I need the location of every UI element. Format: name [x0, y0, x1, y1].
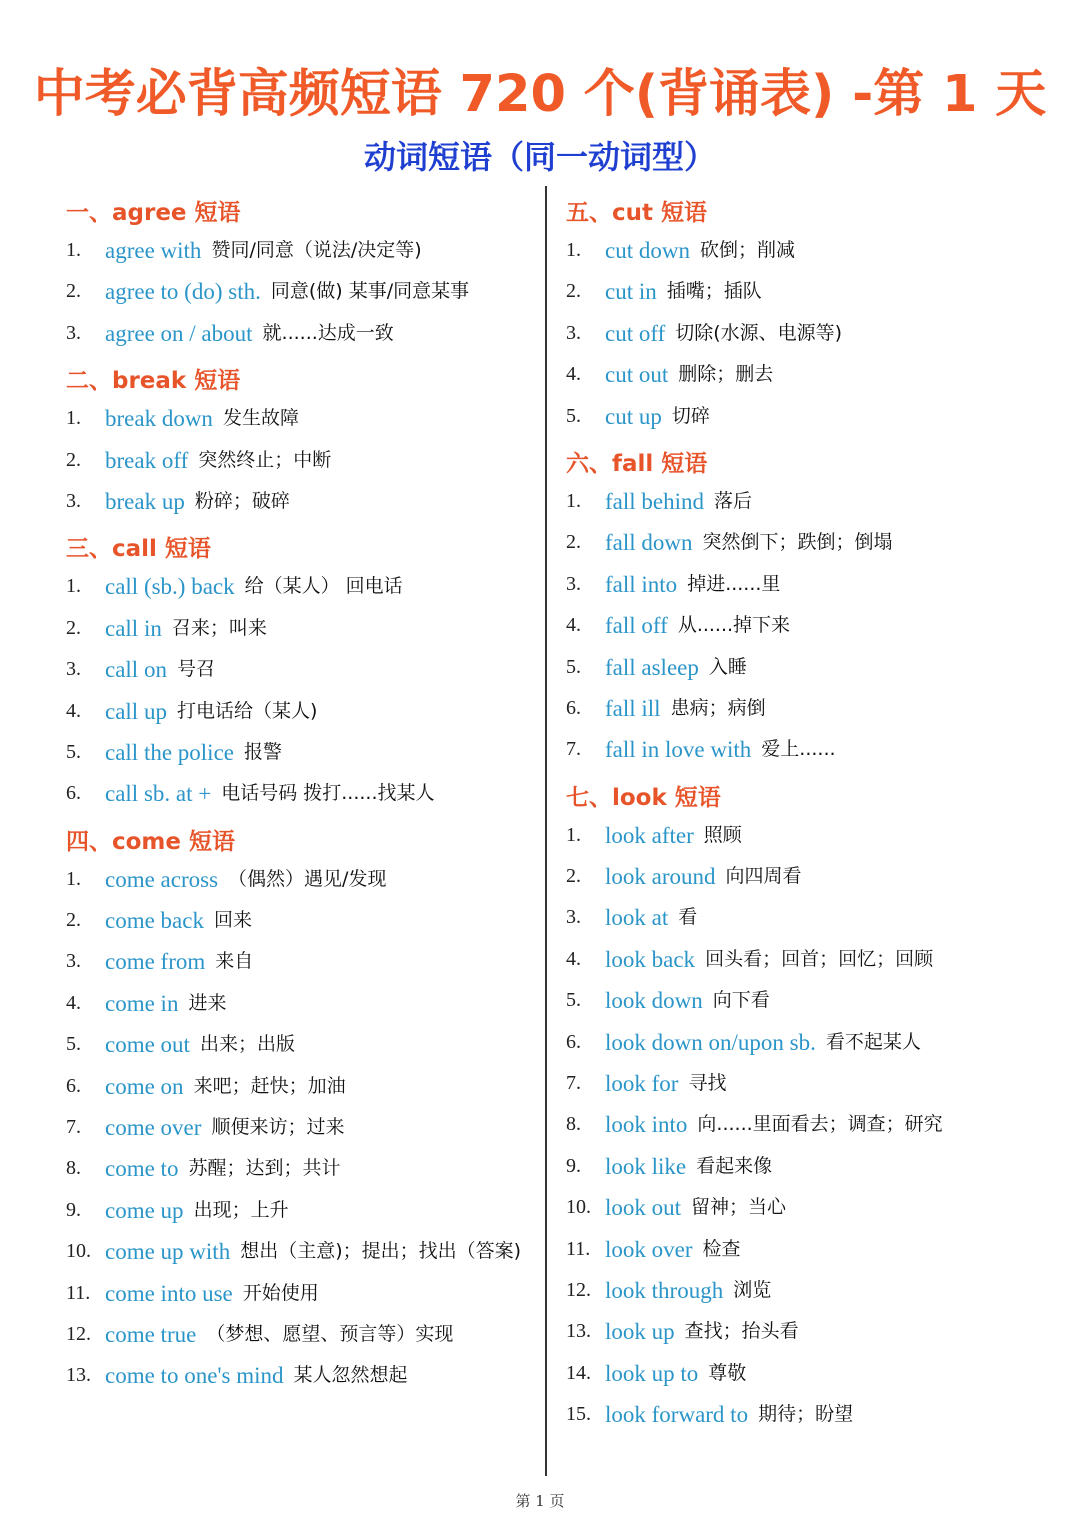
item-phrase: agree to (do) sth. [105, 279, 261, 305]
section-heading: 三、call 短语 [66, 536, 211, 563]
item-number: 7. [66, 1116, 81, 1139]
item-phrase: come into use [105, 1280, 233, 1306]
item-meaning: 检查 [702, 1237, 741, 1260]
item-meaning: 删除；删去 [678, 363, 774, 386]
item-phrase: look for [605, 1071, 679, 1097]
list-item [66, 1314, 536, 1355]
item-meaning: 粉碎；破碎 [194, 489, 290, 512]
item-phrase: look down on/upon sb. [605, 1029, 816, 1055]
list-item [566, 647, 1036, 688]
list-item [566, 1022, 1036, 1063]
page-title: 中考必背高频短语 720 个(背诵表) -第 1 天 [33, 65, 1047, 124]
item-meaning: 切碎 [671, 404, 710, 427]
list-item [566, 1104, 1036, 1145]
list-item [566, 1229, 1036, 1270]
item-meaning: 从......掉下来 [677, 614, 791, 637]
item-number: 14. [566, 1361, 591, 1384]
section-heading: 二、break 短语 [66, 368, 241, 395]
item-number: 1. [566, 489, 581, 512]
item-phrase: cut off [605, 320, 666, 346]
item-phrase: come true [105, 1321, 197, 1347]
item-phrase: fall down [605, 530, 693, 556]
list-item [566, 1187, 1036, 1228]
item-meaning: 掉进......里 [687, 572, 781, 595]
column-divider [545, 186, 547, 1476]
phrase-section [66, 532, 536, 814]
item-phrase: come up [105, 1197, 184, 1223]
list-item [566, 688, 1036, 729]
list-item [66, 1231, 536, 1272]
list-item [66, 230, 536, 271]
item-phrase: look at [605, 905, 669, 931]
item-meaning: 照顾 [703, 823, 742, 846]
section-heading: 五、cut 短语 [566, 200, 708, 226]
item-number: 13. [566, 1320, 591, 1343]
item-number: 2. [566, 865, 581, 888]
item-phrase: look through [605, 1277, 724, 1303]
item-number: 5. [566, 655, 581, 678]
item-number: 3. [566, 906, 581, 929]
item-phrase: call (sb.) back [105, 574, 235, 600]
item-meaning: 入睡 [708, 655, 747, 678]
item-phrase: come on [105, 1073, 184, 1099]
item-phrase: look up to [605, 1360, 699, 1386]
item-number: 3. [66, 489, 81, 512]
item-meaning: 就......达成一致 [262, 321, 394, 344]
item-meaning: 看不起某人 [825, 1030, 921, 1053]
item-meaning: 出来；出版 [199, 1033, 295, 1056]
phrase-section [566, 196, 1036, 437]
item-meaning: 苏醒；达到；共计 [188, 1157, 341, 1180]
list-item [66, 691, 536, 732]
item-number: 8. [66, 1157, 81, 1180]
item-phrase: call the police [105, 739, 234, 765]
item-number: 9. [66, 1198, 81, 1221]
list-item [66, 732, 536, 773]
item-number: 6. [66, 782, 81, 805]
item-meaning: 号召 [176, 658, 215, 681]
item-number: 2. [66, 448, 81, 471]
list-item [566, 1063, 1036, 1104]
item-number: 11. [566, 1237, 591, 1260]
item-number: 11. [66, 1281, 91, 1304]
page-number: 第 1 页 [515, 1492, 565, 1510]
section-heading: 六、fall 短语 [566, 450, 708, 477]
item-meaning: 爱上...... [761, 738, 836, 761]
list-item [566, 856, 1036, 897]
phrase-section [566, 447, 1036, 771]
item-phrase: break off [105, 447, 189, 473]
item-meaning: 向......里面看去；调查；研究 [697, 1113, 943, 1136]
item-number: 5. [66, 1033, 81, 1056]
item-number: 5. [566, 989, 581, 1012]
phrase-section [566, 781, 1036, 1436]
item-phrase: look down [605, 988, 703, 1014]
list-item [566, 354, 1036, 395]
list-item [66, 271, 536, 312]
item-meaning: 同意(做) 某事/同意某事 [270, 280, 470, 303]
phrase-section [66, 364, 536, 522]
item-number: 5. [66, 740, 81, 763]
list-item [566, 939, 1036, 980]
list-item [566, 522, 1036, 563]
list-item [566, 481, 1036, 522]
item-phrase: call up [105, 698, 167, 724]
list-item [66, 1190, 536, 1231]
list-item [566, 1394, 1036, 1435]
item-number: 6. [566, 1030, 581, 1053]
item-number: 4. [566, 363, 581, 386]
item-number: 1. [66, 407, 81, 430]
item-meaning: 某人忽然想起 [293, 1364, 408, 1387]
item-number: 3. [66, 950, 81, 973]
item-meaning: （偶然）遇见/发现 [228, 867, 387, 890]
item-number: 2. [66, 909, 81, 932]
item-phrase: cut down [605, 238, 690, 263]
list-item [66, 983, 536, 1024]
list-item [566, 271, 1036, 312]
item-phrase: look out [605, 1195, 682, 1221]
list-item [566, 313, 1036, 354]
list-item [566, 564, 1036, 605]
item-meaning: 看 [678, 906, 698, 929]
item-number: 10. [66, 1240, 91, 1263]
list-item [66, 1273, 536, 1314]
item-meaning: 电话号码 拨打......找某人 [221, 782, 435, 805]
section-heading: 七、look 短语 [566, 784, 721, 811]
item-number: 2. [566, 280, 581, 303]
item-phrase: cut in [605, 279, 657, 305]
item-meaning: 进来 [188, 991, 227, 1014]
item-phrase: come up with [105, 1239, 231, 1265]
item-phrase: agree on / about [105, 320, 253, 346]
item-phrase: fall off [605, 613, 668, 639]
item-phrase: agree with [105, 238, 202, 263]
list-item [566, 1146, 1036, 1187]
item-phrase: break down [105, 406, 213, 432]
list-item [66, 566, 536, 607]
item-meaning: 向四周看 [725, 865, 802, 888]
right-column [566, 196, 1036, 1446]
item-number: 1. [566, 823, 581, 846]
item-phrase: call on [105, 657, 167, 683]
item-phrase: come over [105, 1115, 202, 1141]
list-item [566, 897, 1036, 938]
item-phrase: look up [605, 1319, 675, 1345]
list-item [66, 1148, 536, 1189]
item-meaning: 向下看 [712, 989, 770, 1012]
item-phrase: come across [105, 866, 219, 892]
list-item [566, 815, 1036, 856]
item-number: 6. [66, 1074, 81, 1097]
section-heading: 一、agree 短语 [66, 200, 241, 226]
item-phrase: look like [605, 1153, 687, 1179]
item-phrase: fall asleep [605, 654, 699, 680]
list-item [66, 313, 536, 354]
list-item [566, 1353, 1036, 1394]
item-number: 7. [566, 738, 581, 761]
item-phrase: look forward to [605, 1402, 749, 1428]
item-phrase: come back [105, 908, 204, 934]
phrase-section [66, 196, 536, 354]
item-meaning: 落后 [714, 489, 753, 512]
item-meaning: 给（某人） 回电话 [244, 575, 403, 598]
list-item [566, 980, 1036, 1021]
item-meaning: 寻找 [688, 1072, 727, 1095]
item-meaning: 赞同/同意（说法/决定等) [211, 239, 422, 261]
phrase-section [66, 825, 536, 1397]
item-meaning: 突然终止；中断 [198, 448, 332, 471]
list-item [566, 729, 1036, 770]
item-phrase: cut up [605, 403, 662, 429]
item-number: 4. [66, 991, 81, 1014]
list-item [66, 1107, 536, 1148]
item-number: 1. [566, 239, 581, 261]
list-item [566, 1270, 1036, 1311]
list-item [66, 608, 536, 649]
item-number: 4. [566, 614, 581, 637]
list-item [66, 481, 536, 522]
item-phrase: come out [105, 1032, 190, 1058]
item-number: 1. [66, 239, 81, 261]
list-item [566, 605, 1036, 646]
item-phrase: fall behind [605, 488, 704, 514]
item-phrase: fall in love with [605, 737, 752, 763]
item-meaning: 来吧；赶快；加油 [193, 1074, 346, 1097]
item-meaning: 发生故障 [222, 407, 299, 430]
item-meaning: 召来；叫来 [171, 616, 267, 639]
item-meaning: 插嘴；插队 [666, 280, 762, 303]
item-number: 6. [566, 696, 581, 719]
item-number: 13. [66, 1364, 91, 1387]
item-meaning: 切除(水源、电源等) [675, 321, 843, 344]
list-item [66, 900, 536, 941]
item-meaning: 出现；上升 [193, 1198, 289, 1221]
item-phrase: fall ill [605, 695, 661, 721]
item-phrase: look back [605, 946, 696, 972]
item-meaning: 报警 [244, 740, 283, 763]
item-number: 12. [66, 1322, 91, 1345]
list-item [66, 1355, 536, 1396]
item-number: 2. [66, 616, 81, 639]
item-meaning: 突然倒下；跌倒；倒塌 [702, 531, 893, 554]
item-meaning: 尊敬 [708, 1361, 747, 1384]
item-meaning: 顺便来访；过来 [211, 1116, 345, 1139]
item-meaning: 打电话给（某人) [176, 699, 318, 722]
item-number: 10. [566, 1196, 591, 1219]
item-phrase: look over [605, 1236, 693, 1262]
item-number: 9. [566, 1154, 581, 1177]
list-item [566, 230, 1036, 271]
item-number: 7. [566, 1072, 581, 1095]
page-subtitle: 动词短语（同一动词型） [363, 138, 716, 176]
item-number: 15. [566, 1403, 591, 1426]
item-phrase: break up [105, 488, 185, 514]
item-phrase: come to [105, 1156, 179, 1182]
list-item [66, 941, 536, 982]
left-column [66, 196, 536, 1407]
item-phrase: call in [105, 615, 162, 641]
item-meaning: （梦想、愿望、预言等）实现 [206, 1322, 454, 1345]
list-item [66, 773, 536, 814]
item-meaning: 期待；盼望 [758, 1403, 854, 1426]
item-phrase: look into [605, 1112, 688, 1138]
item-meaning: 回来 [213, 909, 252, 932]
item-meaning: 开始使用 [242, 1281, 319, 1304]
item-meaning: 查找；抬头看 [684, 1320, 799, 1343]
list-item [66, 1024, 536, 1065]
item-meaning: 回头看；回首；回忆；回顾 [705, 947, 934, 970]
list-item [566, 396, 1036, 437]
item-number: 4. [566, 947, 581, 970]
item-phrase: fall into [605, 571, 678, 597]
item-number: 3. [66, 321, 81, 344]
item-number: 4. [66, 699, 81, 722]
item-number: 1. [66, 575, 81, 598]
item-meaning: 患病；病倒 [670, 696, 766, 719]
item-number: 5. [566, 404, 581, 427]
item-meaning: 想出（主意)；提出；找出（答案) [240, 1240, 522, 1263]
list-item [566, 1311, 1036, 1352]
item-meaning: 浏览 [733, 1278, 772, 1301]
section-heading: 四、come 短语 [66, 828, 236, 855]
list-item [66, 1066, 536, 1107]
item-meaning: 来自 [215, 950, 254, 973]
item-meaning: 留神；当心 [691, 1196, 787, 1219]
list-item [66, 859, 536, 900]
list-item [66, 649, 536, 690]
item-phrase: call sb. at + [105, 781, 212, 807]
item-number: 3. [566, 321, 581, 344]
item-phrase: come from [105, 949, 206, 975]
item-number: 8. [566, 1113, 581, 1136]
item-number: 3. [566, 572, 581, 595]
item-phrase: cut out [605, 362, 669, 388]
item-meaning: 看起来像 [696, 1154, 773, 1177]
item-phrase: come to one's mind [105, 1363, 284, 1389]
item-number: 2. [66, 280, 81, 303]
item-number: 12. [566, 1278, 591, 1301]
item-meaning: 砍倒；削减 [699, 239, 795, 261]
item-phrase: look after [605, 822, 694, 848]
item-number: 2. [566, 531, 581, 554]
item-phrase: look around [605, 864, 716, 890]
item-number: 1. [66, 867, 81, 890]
item-number: 3. [66, 658, 81, 681]
list-item [66, 440, 536, 481]
list-item [66, 398, 536, 439]
item-phrase: come in [105, 990, 179, 1016]
